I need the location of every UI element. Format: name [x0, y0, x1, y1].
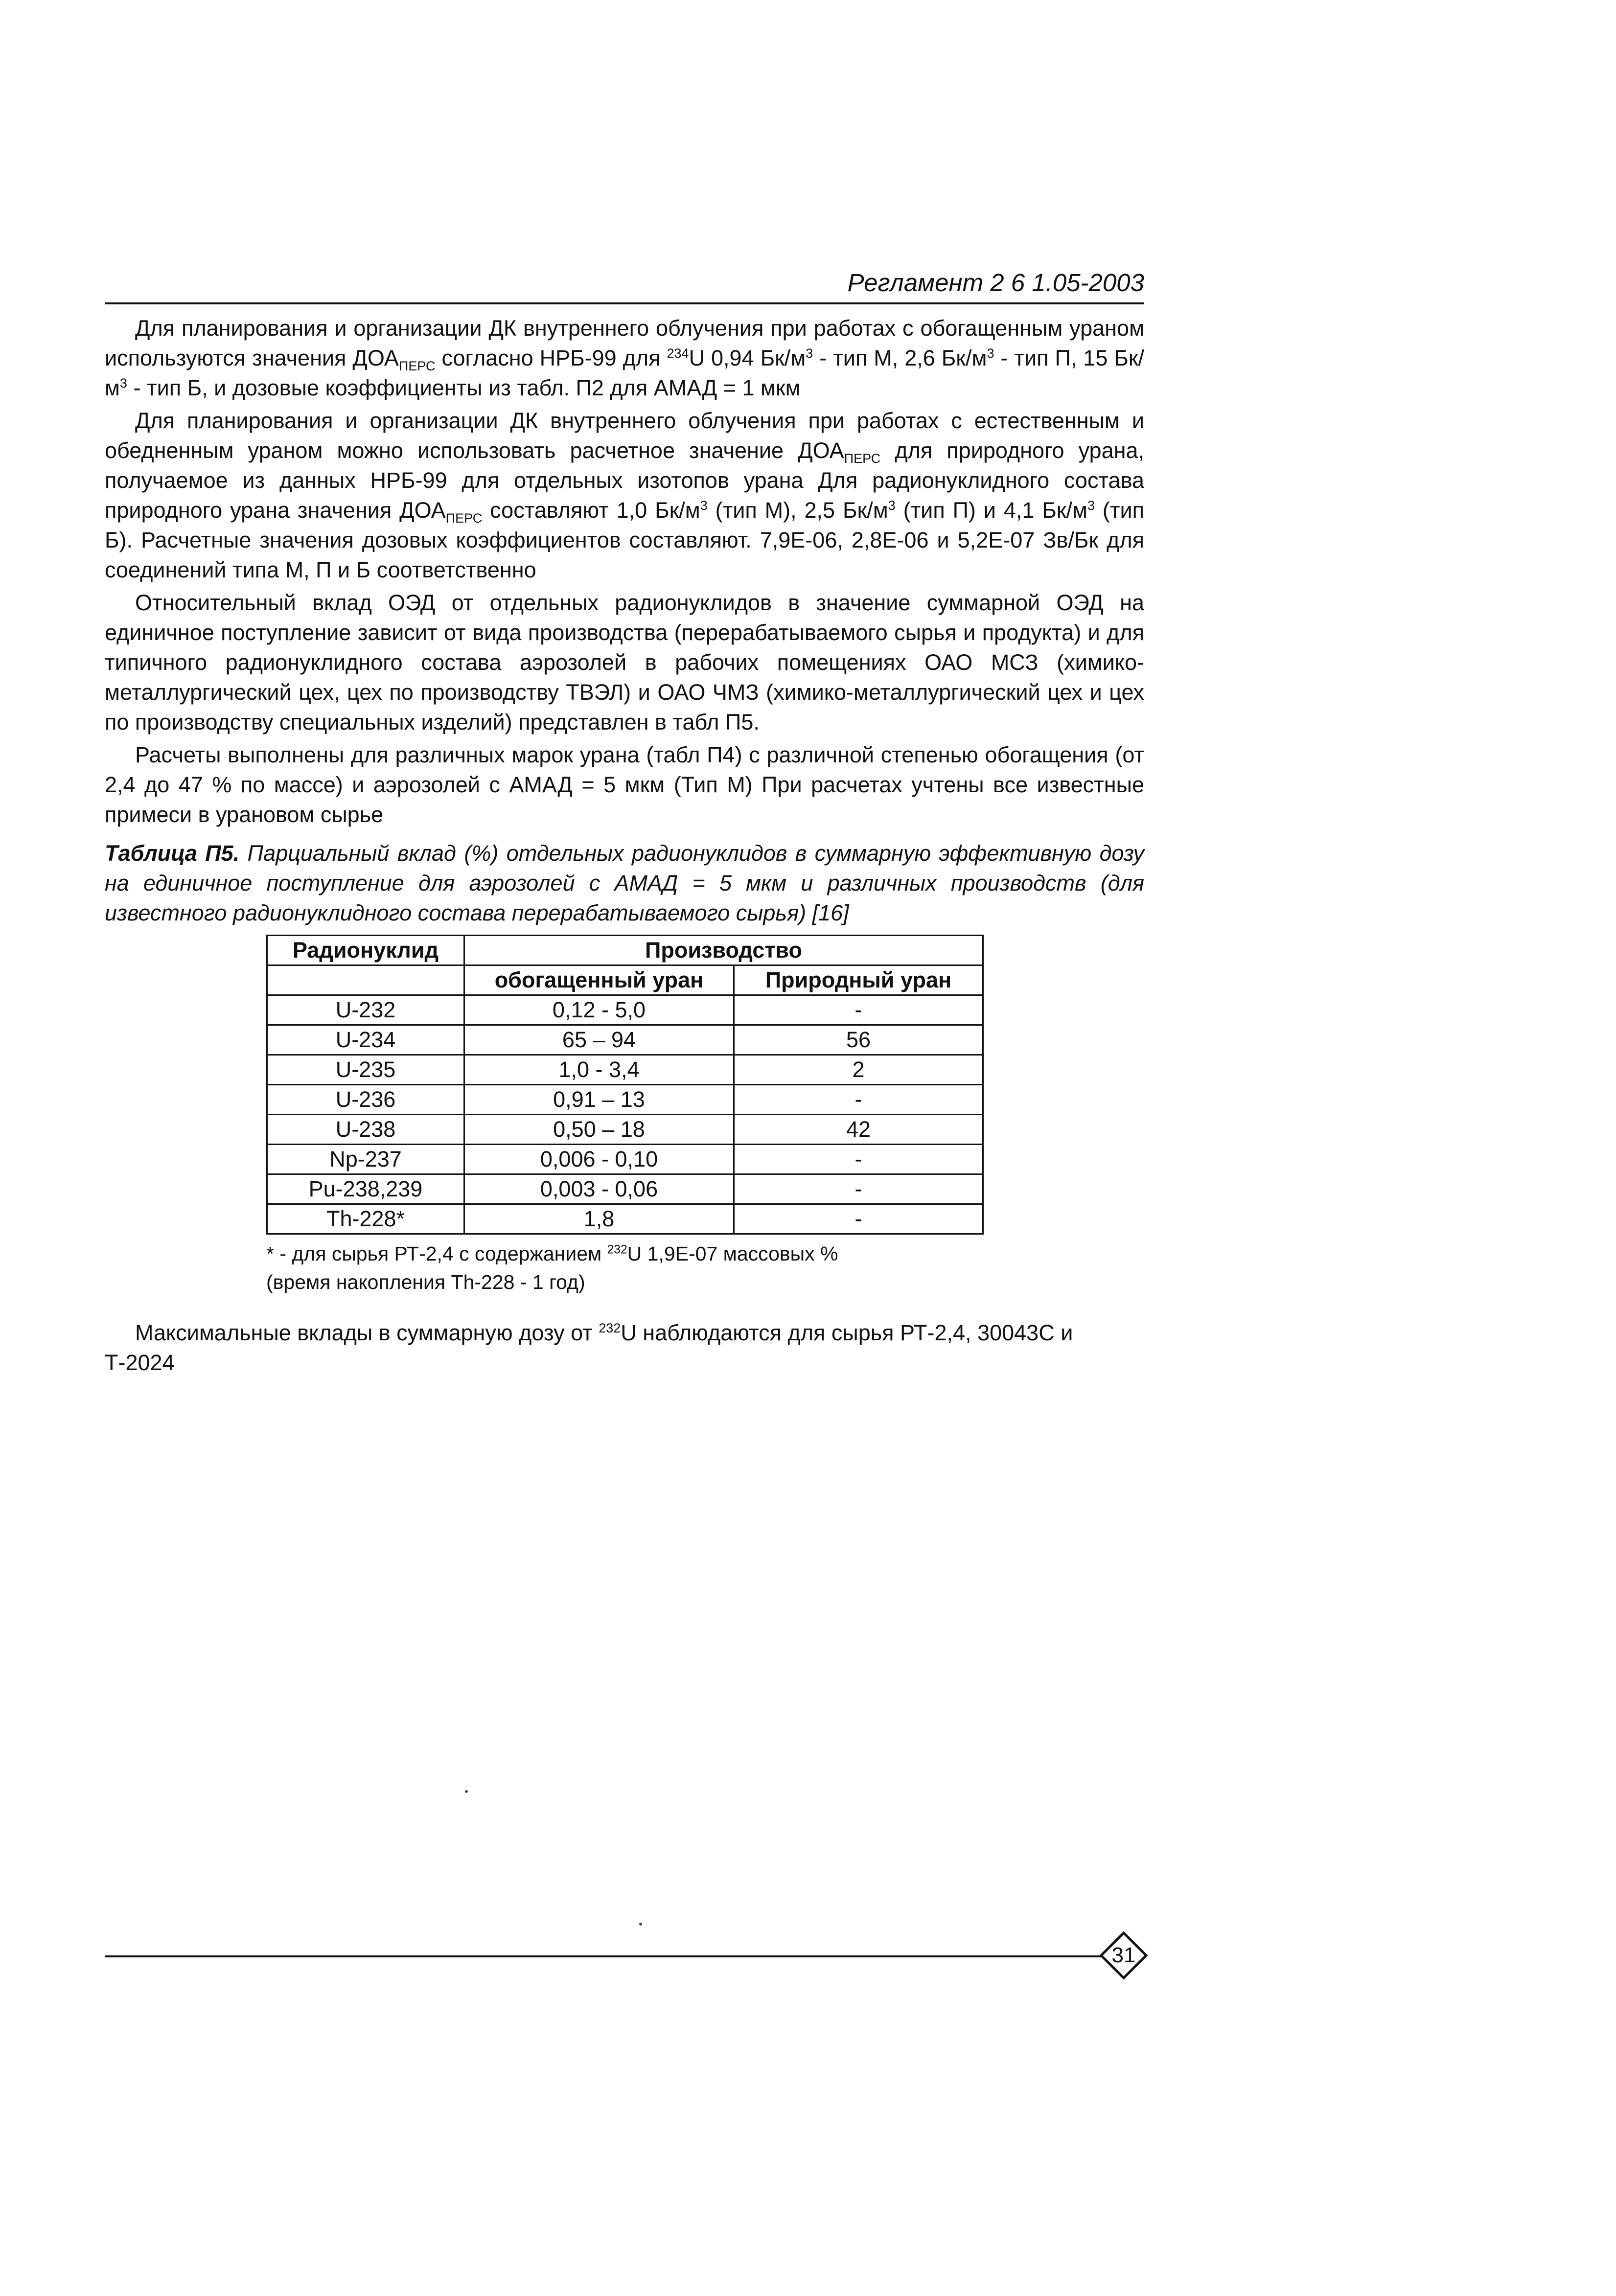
superscript: 3 [888, 498, 896, 513]
page-body [105, 313, 1144, 1400]
table-row [267, 1115, 983, 1145]
header-natural-uranium: Природный уран [734, 965, 983, 995]
paragraph-text: - тип М, 2,6 Бк/м [813, 345, 987, 370]
superscript: 232 [607, 1243, 627, 1257]
table-row [267, 1085, 983, 1115]
superscript: 3 [119, 376, 127, 390]
cell-nuclide: Pu-238,239 [267, 1174, 464, 1204]
cell-natural: 42 [734, 1115, 983, 1145]
cell-natural: - [734, 1174, 983, 1204]
header-production: Производство [464, 936, 983, 965]
table-footnote [266, 1240, 1144, 1296]
paragraph-text: составляют 1,0 Бк/м [482, 498, 700, 523]
paragraph-enriched-uranium [105, 313, 1144, 403]
cell-enriched: 65 – 94 [464, 1025, 734, 1055]
paragraph-natural-uranium [105, 406, 1144, 585]
paragraph-text: согласно НРБ-99 для [435, 345, 667, 370]
paragraph-max-contribution [105, 1318, 1144, 1378]
superscript: 3 [987, 346, 994, 361]
cell-natural: - [734, 1085, 983, 1115]
table-header-row [267, 936, 983, 965]
paragraph-text: (тип П) и 4,1 Бк/м [895, 498, 1087, 523]
footnote-text: U 1,9Е-07 массовых % [627, 1242, 838, 1265]
cell-nuclide: U-235 [267, 1055, 464, 1085]
cell-natural: 56 [734, 1025, 983, 1055]
table-caption-text: Парциальный вклад (%) отдельных радионуклидов в суммарную эффективную дозу на единичное поступление для аэрозолей с АМАД = 5 мкм и различных производств (для известного радионуклидного состава перерабатываемого сырья) [16] [105, 841, 1144, 925]
cell-enriched: 1,8 [464, 1204, 734, 1234]
paragraph-text: Для планирования и организации ДК внутреннего облучения при работах с обогащенным ураном используются значения ДОА [105, 316, 1144, 370]
cell-enriched: 0,12 - 5,0 [464, 995, 734, 1025]
paragraph-text: U 0,94 Бк/м [689, 345, 806, 370]
header-radionuclide: Радионуклид [267, 936, 464, 965]
scan-speck [639, 1923, 642, 1926]
paragraph-text: - тип П, 15 Бк/м [105, 345, 1145, 400]
footer-divider [105, 1955, 1106, 1957]
cell-nuclide: U-238 [267, 1115, 464, 1145]
paragraph-calculations: Расчеты выполнены для различных марок урана (табл П4) с различной степенью обогащения (от 2,4 до 47 % по массе) и аэрозолей с АМАД = 5 мкм (Тип М) При расчетах учтены все известные примеси в урановом сырье [105, 742, 1144, 827]
cell-nuclide: Np-237 [267, 1145, 464, 1174]
page-header-title: Регламент 2 6 1.05-2003 [847, 269, 1144, 297]
footnote-line-1 [266, 1240, 1144, 1268]
cell-enriched: 0,003 - 0,06 [464, 1174, 734, 1204]
paragraph-text: - тип Б, и дозовые коэффициенты из табл. П2 для АМАД = 1 мкм [127, 375, 801, 400]
paragraph-text: Для планирования и организации ДК внутреннего облучения при работах с естественным и обедненным ураном можно использовать расчетное значение ДОА [105, 408, 1144, 463]
cell-nuclide: U-236 [267, 1085, 464, 1115]
cell-enriched: 0,006 - 0,10 [464, 1145, 734, 1174]
superscript: 3 [806, 346, 813, 361]
cell-natural: - [734, 1145, 983, 1174]
cell-nuclide: U-232 [267, 995, 464, 1025]
paragraph-text: (тип Б). Расчетные значения дозовых коэффициентов составляют. 7,9Е-06, 2,8Е-06 и 5,2Е-07 Зв/Бк для соединений типа М, П и Б соответственно [105, 498, 1144, 582]
paragraph-text: U наблюдаются для сырья РТ-2,4, 30043С и Т-2024 [105, 1320, 1073, 1375]
table-row [267, 1055, 983, 1085]
paragraph-text: Максимальные вклады в суммарную дозу от [135, 1320, 599, 1345]
table-subheader-row [267, 965, 983, 995]
paragraph-relative-contribution: Относительный вклад ОЭД от отдельных радионуклидов в значение суммарной ОЭД на единичное поступление зависит от вида производства (перерабатываемого сырья и продукта) и для типичного радионуклидного состава аэрозолей в рабочих помещениях ОАО МСЗ (химико-металлургический цех, цех по производству ТВЭЛ) и ОАО ЧМЗ (химико-металлургический цех и цех по производству специальных изделий) представлен в табл П5. [105, 590, 1144, 735]
header-enriched-uranium: обогащенный уран [464, 965, 734, 995]
superscript: 234 [667, 346, 689, 361]
table-row [267, 1145, 983, 1174]
dose-contribution-table [266, 935, 984, 1235]
superscript: 3 [700, 498, 708, 513]
paragraph-text: для природного урана, получаемое из данных НРБ-99 для отдельных изотопов урана Для радионуклидного состава природного урана значения ДОА [105, 438, 1144, 523]
superscript: 232 [599, 1321, 621, 1335]
paragraph-text: (тип М), 2,5 Бк/м [707, 498, 888, 523]
cell-enriched: 0,50 – 18 [464, 1115, 734, 1145]
cell-enriched: 0,91 – 13 [464, 1085, 734, 1115]
subscript: ПЕРС [844, 451, 881, 466]
footnote-line-2: (время накопления Th-228 - 1 год) [266, 1271, 585, 1293]
header-empty-cell [267, 965, 464, 995]
cell-natural: 2 [734, 1055, 983, 1085]
table-caption [105, 838, 1144, 928]
table-row [267, 995, 983, 1025]
cell-enriched: 1,0 - 3,4 [464, 1055, 734, 1085]
header-divider [105, 302, 1144, 304]
superscript: 3 [1087, 498, 1095, 513]
cell-nuclide: Th-228* [267, 1204, 464, 1234]
page-number: 31 [1111, 1943, 1136, 1967]
scan-speck [465, 1790, 468, 1793]
table-caption-label: Таблица П5. [105, 841, 240, 866]
footnote-text: * - для сырья РТ-2,4 с содержанием [266, 1242, 607, 1265]
cell-natural: - [734, 1204, 983, 1234]
cell-nuclide: U-234 [267, 1025, 464, 1055]
subscript: ПЕРС [445, 511, 483, 526]
cell-natural: - [734, 995, 983, 1025]
table-row [267, 1204, 983, 1234]
subscript: ПЕРС [398, 359, 436, 373]
table-row [267, 1025, 983, 1055]
table-row [267, 1174, 983, 1204]
